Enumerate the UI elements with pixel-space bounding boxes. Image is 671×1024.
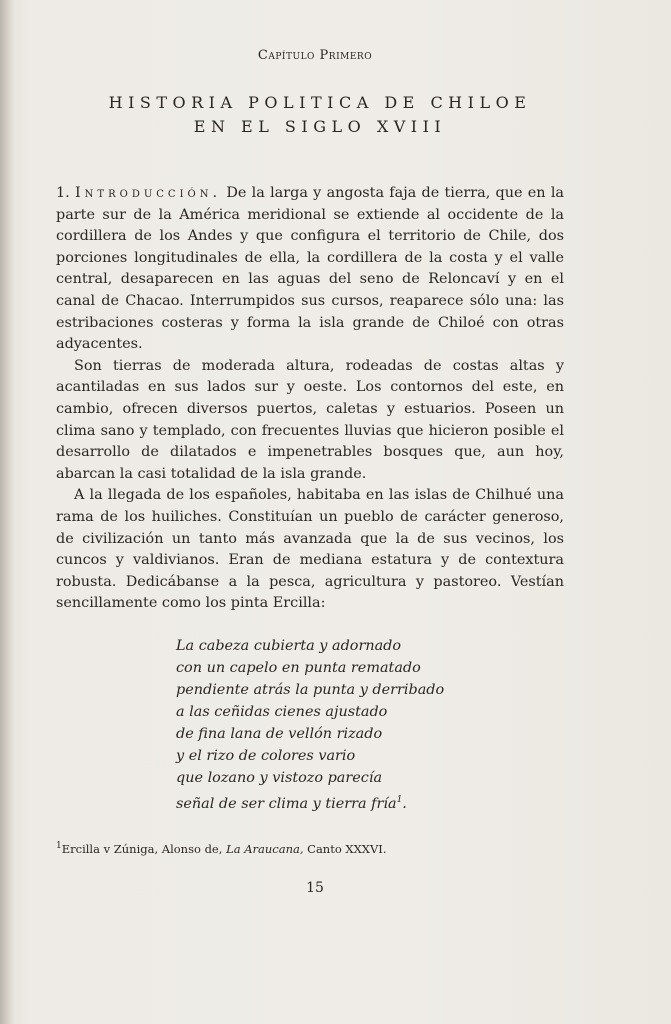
- book-page: [56, 48, 564, 896]
- paragraph-1-text: De la larga y angosta faja de tierra, que en la parte sur de la América meridional se extiende al occidente de la cordillera de los Andes y que configura el territorio de Chile, dos porciones longitudinales de ella, la cordillera de la costa y el valle central, desaparecen en las aguas del seno de Reloncaví y en el canal de Chacao. Interrumpidos sus cursos, reaparece sólo una: las estribaciones costeras y forma la isla grande de Chiloé con otras adyacentes.: [56, 185, 565, 353]
- footnote-work: La Araucana,: [226, 841, 304, 856]
- footnote-author: Ercilla v Zúniga, Alonso de,: [61, 841, 223, 856]
- chapter-title-line-1: HISTORIA POLITICA DE CHILOE: [108, 93, 532, 112]
- poem-line-last: señal de ser clima y tierra fría$^1$.: [176, 794, 407, 812]
- poem-line: con un capelo en punta rematado: [176, 659, 421, 676]
- poem-line: La cabeza cubierta y adornado: [176, 637, 402, 654]
- paragraph-2: Son tierras de moderada altura, rodeadas de costas altas y acantiladas en sus lados sur y oeste. Los contornos del este, en cambio, ofrecen diversos puertos, caletas y estuarios. Poseen un clima sano y templado, con frecuentes lluvias que hicieron posible el desarrollo de dilatados e impenetrables bosques que, aun hoy, abarcan la casi totalidad de la isla grande.: [56, 357, 564, 482]
- chapter-heading: Capítulo Primero: [257, 48, 373, 63]
- footnote-ref-mark: 1: [396, 794, 403, 805]
- chapter-title-line-2: EN EL SIGLO XVIII: [193, 117, 447, 136]
- poem-line: pendiente atrás la punta y derribado: [176, 681, 445, 698]
- paragraph-3: A la llegada de los españoles, habitaba en las islas de Chilhué una rama de los huiliches. Constituían un pueblo de carácter generoso, de civilización un tanto más avanzada que la de sus vecinos, los cuncos y valdivianos. Eran de mediana estatura y de contextura robusta. Dedicábanse a la pesca, agricultura y pastoreo. Vestían sencillamente como los pinta Ercilla:: [56, 487, 564, 612]
- poem-line: y el rizo de colores vario: [176, 747, 356, 764]
- page-binding-shadow: [0, 0, 14, 1024]
- section-heading: Introducción.: [75, 185, 222, 201]
- poem-line: a las ceñidas cienes ajustado: [176, 703, 388, 720]
- section-number: 1.: [56, 185, 70, 201]
- footnote-reference: Canto XXXVI.: [307, 841, 387, 856]
- footnote-marker: 1: [56, 840, 62, 851]
- chapter-title: [56, 91, 564, 139]
- poem-quote: [176, 635, 564, 815]
- paragraph-1: [56, 183, 564, 356]
- footnote: [56, 841, 564, 856]
- poem-line: que lozano y vistozo parecía: [176, 769, 383, 786]
- poem-line: de fina lana de vellón rizado: [176, 725, 383, 742]
- page-number: 15: [306, 879, 324, 896]
